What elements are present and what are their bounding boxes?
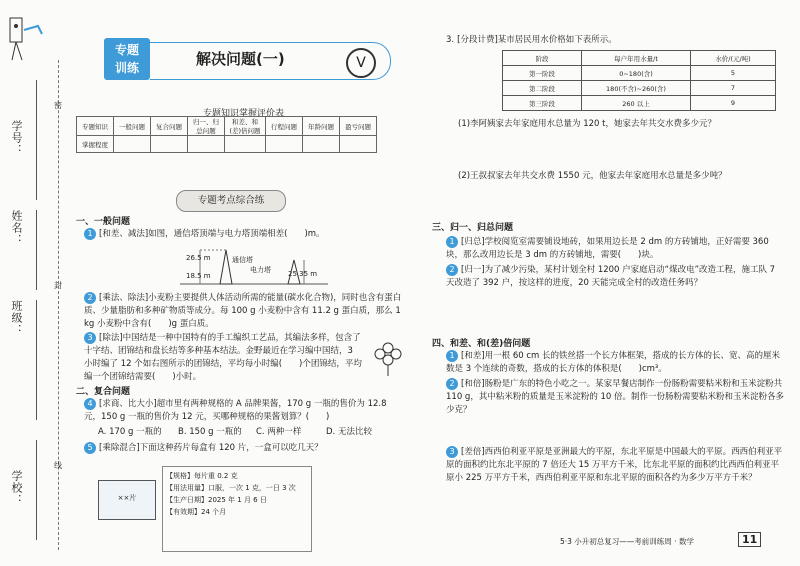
medicine-box-image [98,480,156,520]
water-price-table [502,50,776,111]
cut-line [58,60,59,550]
option-d[interactable]: D. 无法比较 [326,427,372,437]
table-header: 行程问题 [266,117,303,136]
question-6b: (2)王叔叔家去年共交水费 1550 元，他家去年家庭用水总量是多少吨？ [458,171,727,181]
seal-mark: 线 [54,461,62,470]
section-heading: 四、和差、和(差)倍问题 [432,339,531,349]
badge-line: 训练 [114,61,139,75]
package-label: ××片 [117,494,137,502]
table-row [77,136,377,153]
table-header: 专题知识 [77,117,114,136]
table-row [503,66,776,81]
page-title: 解决问题(一) [196,50,285,68]
binding-strip [0,0,70,566]
table-cell: 第三阶段 [503,96,582,111]
question-text: [和差、减法]如图，通信塔顶端与电力塔顶端相差( )m。 [99,229,325,239]
name-label: 姓名： [10,210,23,246]
question-4: 4 [求商、比大小]超市里有两种规格的 A 品牌果酱，170 g 一瓶的售价为 12.8 元，150 g 一瓶的售价为 12 元，买哪种规格的果酱划算？( ) [84,399,387,422]
page-number: 11 [738,532,761,547]
table-header: 复合问题 [151,117,188,136]
table-header: 水价/(元/吨) [691,51,776,66]
class-label: 班级： [10,300,23,336]
table-header: 一般问题 [114,117,151,136]
option-c[interactable]: C. 两种一样 [256,427,302,437]
figure-label: 电力塔 [250,266,271,274]
question-2: 2 [乘法、除法]小麦粉主要提供人体活动所需的能量(碳水化合物)，同时也含有蛋白质、少量脂肪和多种矿物质等成分。每 100 g 小麦粉中含有 11.2 g 蛋白质，那么 1 kg 小麦粉中含有( )g 蛋白质。 [84,293,402,329]
question-6a: (1)李阿姨家去年家庭用水总量为 120 t，她家去年共交水费多少元？ [458,119,717,129]
table-cell: 5 [691,66,776,81]
table-cell[interactable] [340,136,377,153]
question-8: 2 [归一]为了减少污染，某村计划全村 1200 户家庭启动“煤改电”改造工程，施工队 7 天改造了 392 户，按这样的进度，20 天能完成全村的改造任务吗？ [446,265,776,288]
table-header: 盈亏问题 [340,117,377,136]
option-a[interactable]: A. 170 g 一瓶的 [98,427,162,437]
mascot-icon [4,12,48,68]
question-3: 3 [除法]中国结是一种中国特有的手工编织工艺品，其编法多样，包含了十字结、团锦结和盘长结等多种基本结法。金野最近在学习编中国结，3 小时编了 12 个如右图所示的团锦结，平均每小时编( )个团锦结，平均编一个团锦结需要( )小时。 [84,333,362,382]
table-cell[interactable] [225,136,266,153]
eval-table [76,116,377,153]
badge-line: 专题 [114,43,139,57]
seal-mark: 封 [54,281,62,290]
section-heading: 三、归一、归总问题 [432,223,514,233]
question-7: 1 [归总]学校阅览室需要铺设地砖，如果用边长是 2 dm 的方砖铺地，正好需要 360 块，那么改用边长是 3 dm 的方砖铺地，需要( )块。 [446,237,769,260]
stopwatch-icon: V [346,48,376,78]
table-cell: 第二阶段 [503,81,582,96]
table-cell: 9 [691,96,776,111]
table-cell: 第一阶段 [503,66,582,81]
info-line: 【生产日期】2025 年 1 月 6 日 [166,496,267,504]
id-line[interactable] [36,80,37,200]
table-cell[interactable] [266,136,303,153]
figure-label: 26.5 m [186,254,211,262]
table-cell: 掌握程度 [77,136,114,153]
question-text: [和差]用一根 60 cm 长的铁丝搭一个长方体框架，搭成的长方体的长、宽、高的厘米数是 3 个连续的奇数，搭成的长方体的体积是( )cm³。 [446,351,781,374]
question-text: [分段计费]某市居民用水价格如下表所示。 [457,35,617,45]
class-line[interactable] [36,300,37,420]
question-6: 3. [分段计费]某市居民用水价格如下表所示。 [446,35,617,45]
question-text: [差倍]西西伯利亚平原是亚洲最大的平原，东北平原是中国最大的平原。西西伯利亚平原的面积约比东北平原的 7 倍还大 15 万平方千米，比东北平原的面积约比西西伯利亚平原小 225 万平方千米，西西伯利亚平原和东北平原的面积各约为多少万平方千米？ [446,447,783,483]
question-text: [和倍]肠粉是广东的特色小吃之一。某家早餐店制作一份肠粉需要粘米粉和玉米淀粉共 110 g，其中粘米粉的质量是玉米淀粉的 10 倍。制作一份肠粉需要粘米粉和玉米淀粉各多少克？ [446,379,785,415]
table-header: 阶段 [503,51,582,66]
seal-mark: 密 [54,101,62,110]
question-5: 5 [乘除混合]下面这种药片每盒有 120 片，一盒可以吃几天？ [84,442,404,455]
table-cell[interactable] [114,136,151,153]
table-header: 归一、归总问题 [188,117,225,136]
school-label: 学校： [10,470,23,506]
table-row [503,81,776,96]
info-line: 【用法用量】口服，一次 1 克，一日 3 次 [166,484,296,492]
chinese-knot-icon [370,336,406,376]
id-label: 学号： [10,120,23,156]
page-footer: 5·3 小升初总复习——考前训练周 · 数学 [560,537,694,546]
option-b[interactable]: B. 150 g 一瓶的 [178,427,242,437]
table-cell[interactable] [151,136,188,153]
section-banner: 专题考点综合练 [176,190,286,212]
table-row [503,96,776,111]
question-9: 1 [和差]用一根 60 cm 长的铁丝搭一个长方体框架，搭成的长方体的长、宽、高的厘米数是 3 个连续的奇数，搭成的长方体的体积是( )cm³。 [446,351,781,374]
name-line[interactable] [36,210,37,290]
figure-label: 25.35 m [288,270,318,278]
question-10: 2 [和倍]肠粉是广东的特色小吃之一。某家早餐店制作一份肠粉需要粘米粉和玉米淀粉共 110 g，其中粘米粉的质量是玉米淀粉的 10 倍。制作一份肠粉需要粘米粉和玉米淀粉各多少克？ [446,379,785,415]
section-heading: 二、复合问题 [76,387,131,397]
question-text: [乘除混合]下面这种药片每盒有 120 片，一盒可以吃几天？ [99,443,323,453]
table-header: 和差、和(差)倍问题 [225,117,266,136]
info-line: 【规格】每片重 0.2 克 [166,472,238,480]
info-line: 【有效期】24 个月 [166,508,227,516]
table-cell[interactable] [188,136,225,153]
question-text: [归总]学校阅览室需要铺设地砖，如果用边长是 2 dm 的方砖铺地，正好需要 360 块，那么改用边长是 3 dm 的方砖铺地，需要( )块。 [446,237,769,260]
question-text: [归一]为了减少污染，某村计划全村 1200 户家庭启动“煤改电”改造工程，施工队 7 天改造了 392 户，按这样的进度，20 天能完成全村的改造任务吗？ [446,265,776,288]
table-cell: 0~180(含) [582,66,691,81]
table-cell[interactable] [303,136,340,153]
table-header: 年龄问题 [303,117,340,136]
figure-label: 通信塔 [232,256,253,264]
question-text: [乘法、除法]小麦粉主要提供人体活动所需的能量(碳水化合物)，同时也含有蛋白质、少量脂肪和多种矿物质等成分。每 100 g 小麦粉中含有 11.2 g 蛋白质，那么 1 kg 小麦粉中含有( )g 蛋白质。 [84,293,402,329]
table-cell: 260 以上 [582,96,691,111]
school-line[interactable] [36,440,37,540]
figure-label: 18.5 m [186,272,211,280]
question-text: [除法]中国结是一种中国特有的手工编织工艺品，其编法多样，包含了十字结、团锦结和盘长结等多种基本结法。金野最近在学习编中国结，3 小时编了 12 个如右图所示的团锦结，平均每小时编( )个团锦结，平均编一个团锦结需要( )小时。 [84,333,362,382]
question-text: [求商、比大小]超市里有两种规格的 A 品牌果酱，170 g 一瓶的售价为 12.8 元，150 g 一瓶的售价为 12 元，买哪种规格的果酱划算？( ) [84,399,387,422]
table-cell: 180(不含)~260(含) [582,81,691,96]
table-header: 每户年用水量/t [582,51,691,66]
table-row [77,117,377,136]
table-row [503,51,776,66]
question-11: 3 [差倍]西西伯利亚平原是亚洲最大的平原，东北平原是中国最大的平原。西西伯利亚平原的面积约比东北平原的 7 倍还大 15 万平方千米，比东北平原的面积约比西西伯利亚平原小 225 万平方千米，西西伯利亚平原和东北平原的面积各约为多少万平方千米？ [446,447,783,483]
medicine-info-box [162,466,312,552]
topic-badge [104,38,150,80]
question-1: 1 [和差、减法]如图，通信塔顶端与电力塔顶端相差( )m。 [84,228,404,241]
section-heading: 一、一般问题 [76,217,131,227]
eval-table-title: 专题知识掌握评价表 [203,109,285,119]
table-cell: 7 [691,81,776,96]
